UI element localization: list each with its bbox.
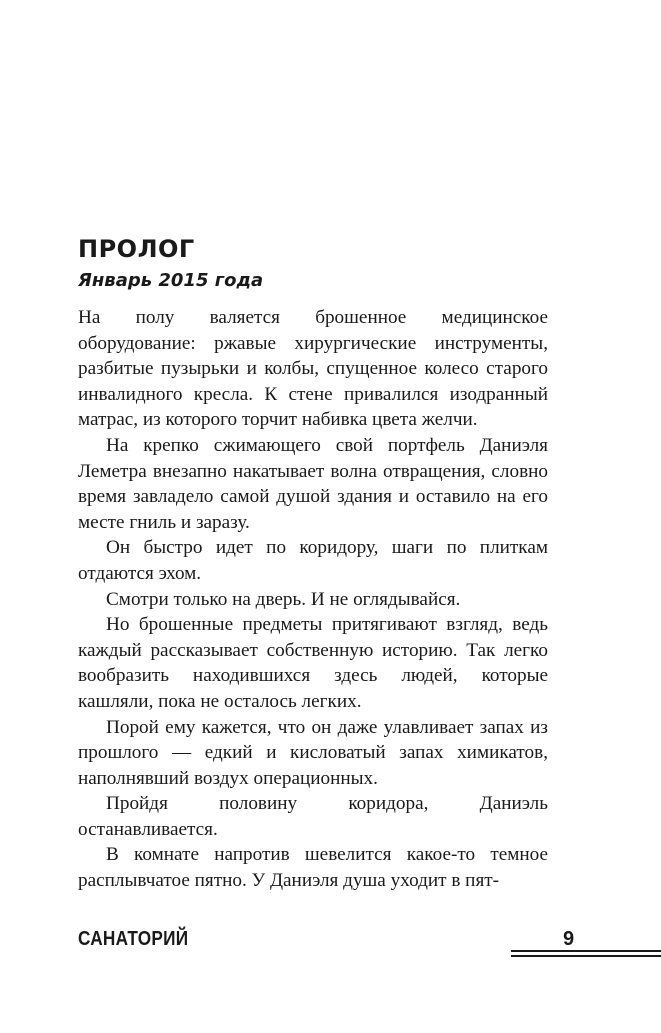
running-footer-title: САНАТОРИЙ [78, 928, 189, 950]
paragraph: Смотри только на дверь. И не оглядывайся. [106, 588, 461, 610]
paragraph: В комнате напротив шевелится какое-то темное расплывчатое пятно. У Даниэля душа уходит в пят- [78, 844, 548, 892]
chapter-subtitle: Январь 2015 года [78, 270, 264, 291]
paragraph: На крепко сжимающего свой портфель Даниэля Леметра внезапно накатывает волна отвращения, словно время завладело самой душой здания и оставило на его месте гниль и заразу. [78, 434, 548, 533]
paragraph: На полу валяется брошенное медицинское оборудование: ржавые хирургические инструменты, разбитые пузырьки и колбы, спущенное колесо старого инвалидного кресла. К стене привалился изодранный матрас, из которого торчит набивка цвета желчи. [78, 307, 548, 431]
paragraph: Пройдя половину коридора, Даниэль останавливается. [78, 793, 548, 840]
body-text [78, 305, 548, 894]
footer-rule [511, 950, 661, 952]
footer-rule [511, 955, 661, 957]
paragraph: Он быстро идет по коридору, шаги по плиткам отдаются эхом. [78, 537, 548, 584]
chapter-title: ПРОЛОГ [78, 235, 195, 263]
paragraph: Но брошенные предметы притягивают взгляд, ведь каждый рассказывает собственную историю. Так легко вообразить находившихся здесь людей, которые кашляли, пока не осталось легких. [78, 614, 548, 712]
page-number: 9 [563, 928, 575, 950]
paragraph: Порой ему кажется, что он даже улавливает запах из прошлого — едкий и кисловатый запах химикатов, наполнявший воздух операционных. [78, 716, 548, 789]
